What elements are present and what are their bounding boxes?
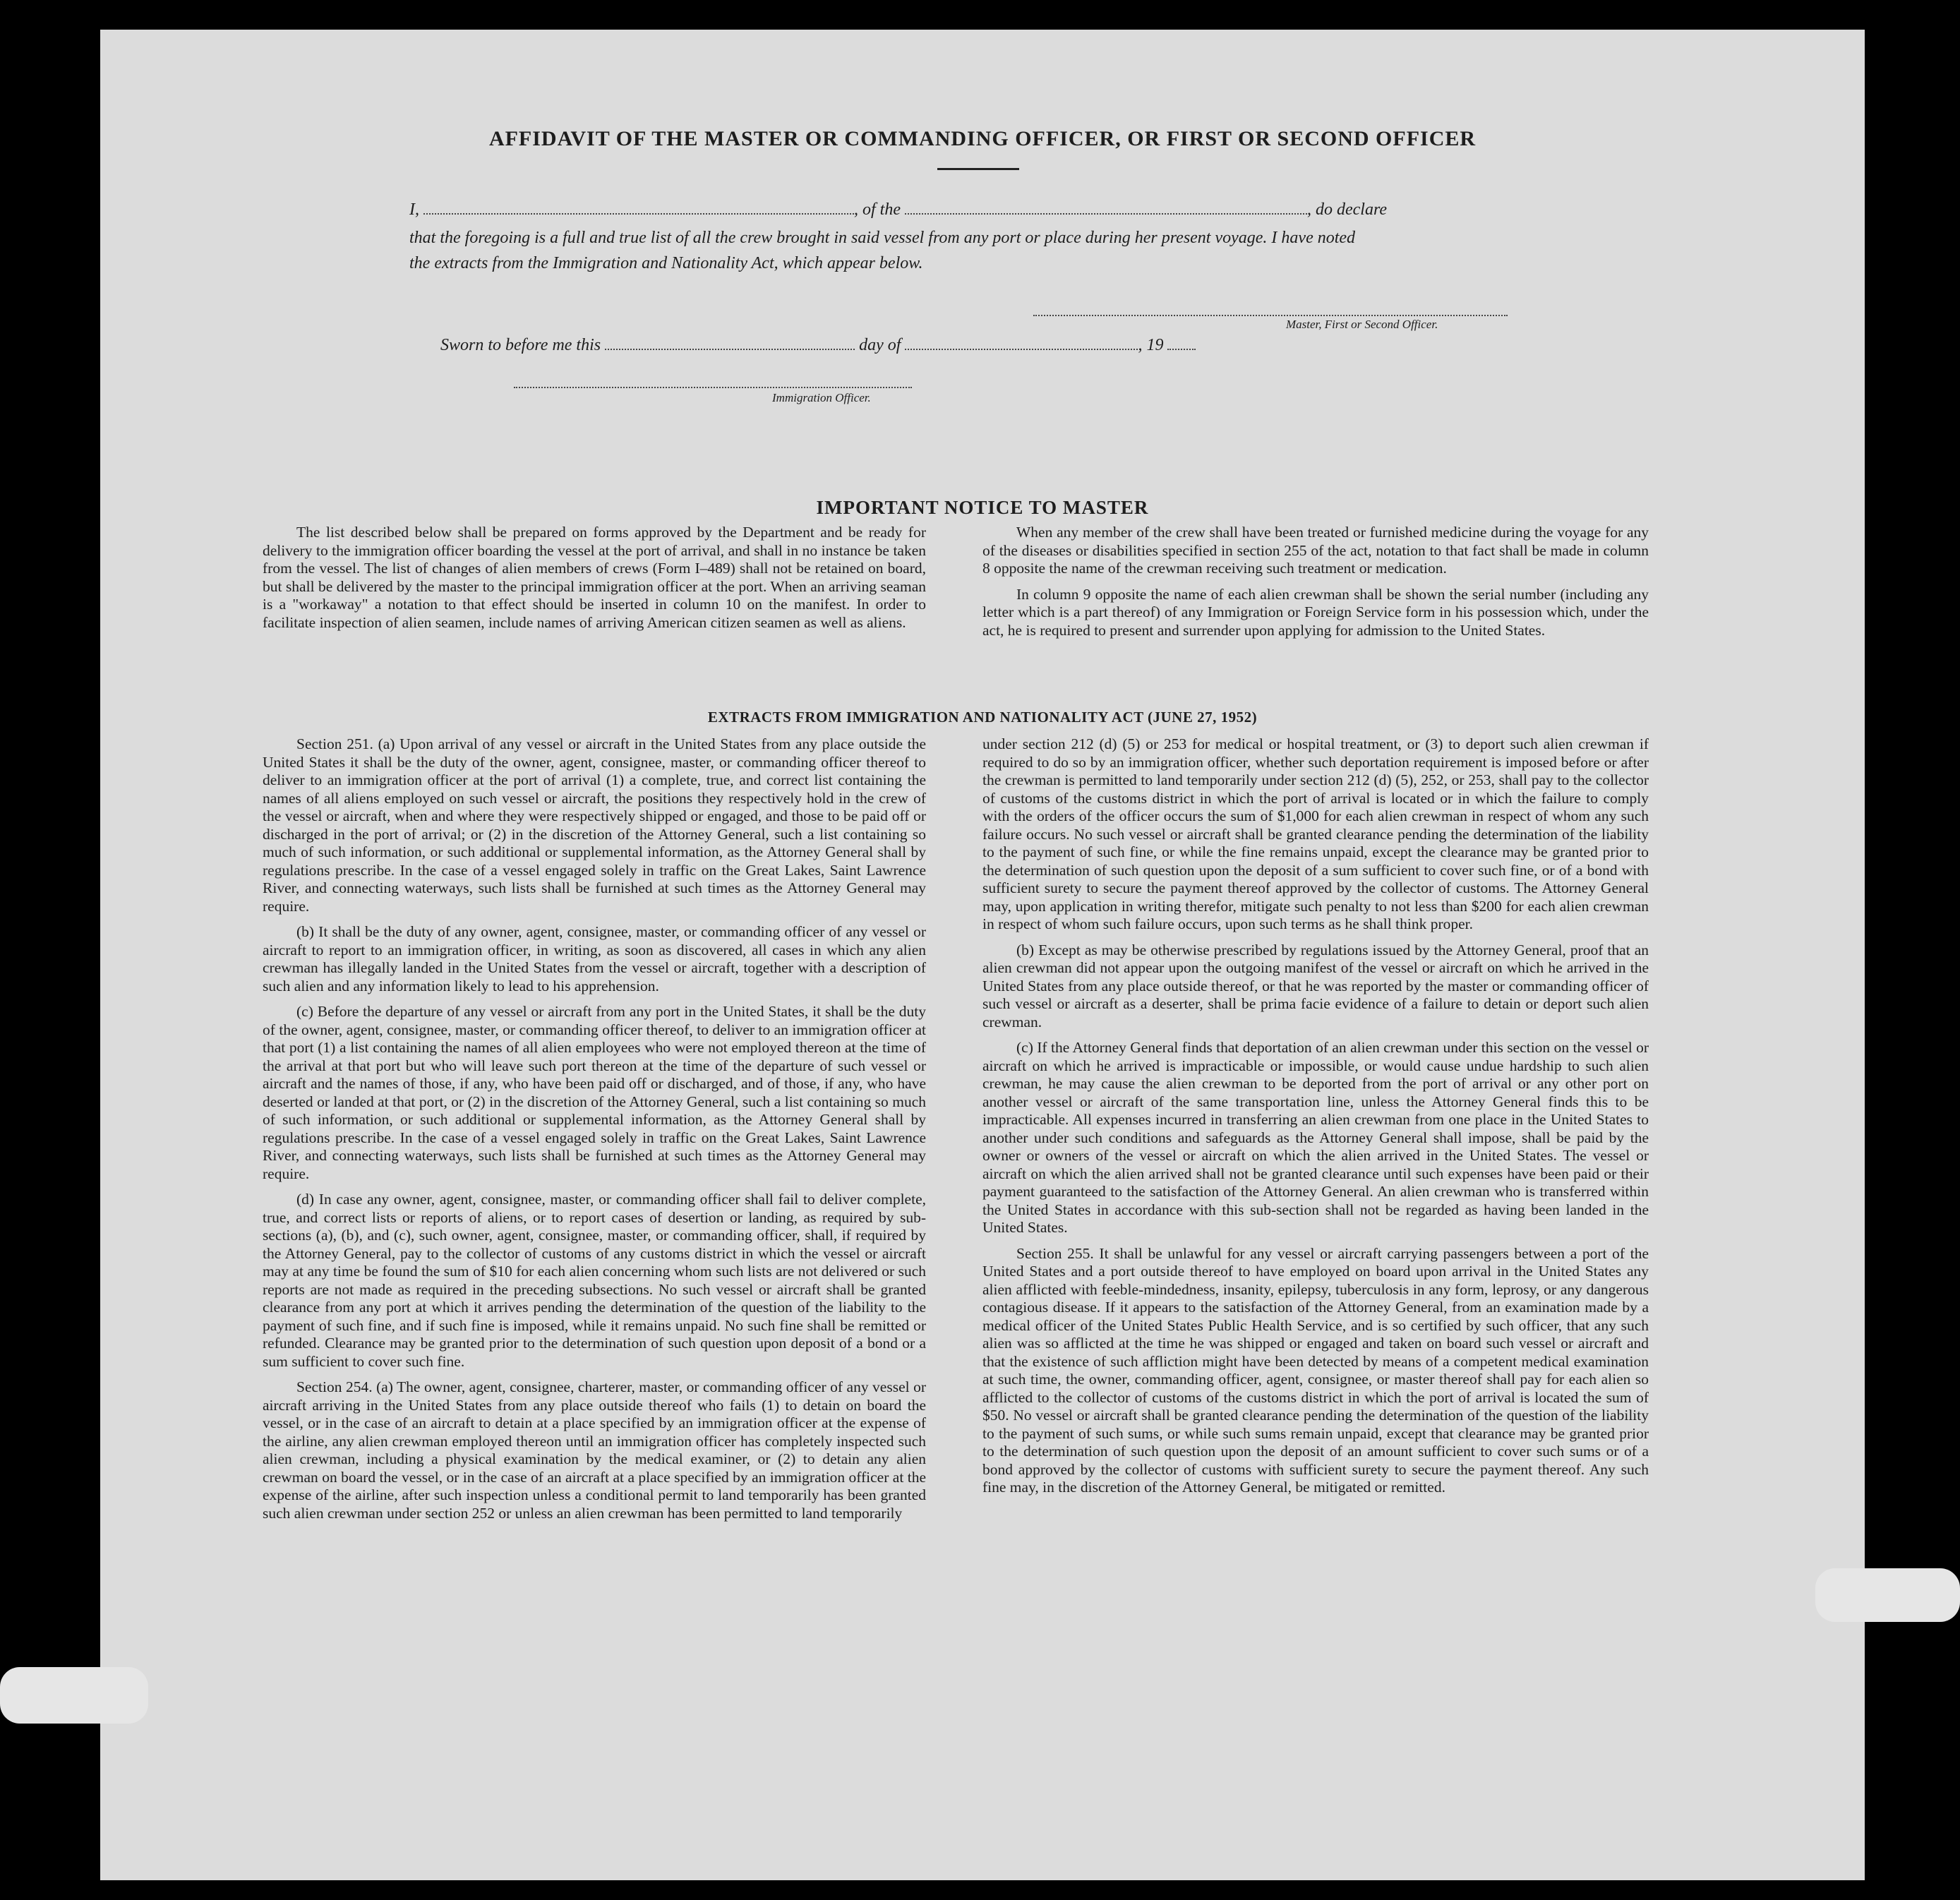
affidavit-title: AFFIDAVIT OF THE MASTER OR COMMANDING OFFICER, OR FIRST OR SECOND OFFICER [488,127,1477,150]
section-251-d: (d) In case any owner, agent, consignee, master, or commanding officer shall fail to deliver complete, true, and correct lists or reports of aliens, or to report cases of desertion or landing, as required by sub-sections (a), (b), and (c), such owner, agent, consignee, master, or commanding officer, shall, if required by the Attorney General, pay to the collector of customs of any customs district in which the vessel or aircraft may at any time be found the sum of $10 for each alien concerning whom such lists are not delivered or such reports are not made as required in the preceding subsections. No such vessel or aircraft shall be granted clearance from any port at which it arrives pending the determination of the question of the liability to the payment of such fine, and if such fine is imposed, while it remains unpaid. No such fine shall be remitted or refunded. Clearance may be granted prior to the determination of such question upon deposit of a bond or a sum sufficient to cover such fine. [263,1191,926,1370]
extracts-left-column [263,735,926,1530]
edge-tab [1815,1568,1960,1622]
of-the-label: , of the [854,200,901,219]
sworn-month-blank [905,339,1138,350]
pronoun-i: I, [409,200,419,219]
master-signature-line [1033,315,1508,316]
master-signature-label: Master, First or Second Officer. [1286,318,1438,331]
title-rule [937,168,1019,170]
vessel-blank [905,203,1307,215]
notice-left-column [263,524,926,639]
sworn-prefix: Sworn to before me this [440,336,601,354]
notice-right-paragraph-1: When any member of the crew shall have been treated or furnished medicine during the voyage for any of the diseases or disabilities specified in section 255 of the act, notation to that fact shall be made in column 8 opposite the name of the crewman receiving such treatment or medication. [982,524,1649,577]
section-254-b: (b) Except as may be otherwise prescribed by regulations issued by the Attorney General, proof that an alien crewman did not appear upon the outgoing manifest of the vessel or aircraft on which he arrived in the United States from any place outside thereof, or that he was reported by the master or commanding officer of such vessel or aircraft as a deserter, shall be prima facie evidence of a failure to detain or deport such alien crewman. [982,941,1649,1030]
sworn-year: , 19 [1138,336,1164,354]
extracts-title: EXTRACTS FROM IMMIGRATION AND NATIONALITY ACT (JUNE 27, 1952) [707,709,1258,726]
section-254-a: Section 254. (a) The owner, agent, consignee, charterer, master, or commanding officer of any vessel or aircraft arriving in the United States from any place outside thereof who fails (1) to detain on board the vessel, or in the case of an aircraft to detain at a place specified by an immigration officer at the expense of the airline, any alien crewman employed thereon until an immigration officer has completely inspected such alien crewman, including a physical examination by the medical examiner, or (2) to detain any alien crewman on board the vessel, or in the case of an aircraft at a place specified by an immigration officer at the expense of the airline, after such inspection unless a conditional permit to land temporarily has been granted such alien crewman under section 252 or unless an alien crewman has been permitted to land temporarily [263,1378,926,1522]
extracts-right-column [982,735,1649,1505]
sworn-day-of: day of [859,336,901,354]
section-251-b: (b) It shall be the duty of any owner, agent, consignee, master, or commanding officer of any vessel or aircraft to report to an immigration officer, in writing, as soon as discovered, all cases in which any alien crewman has illegally landed in the United States from the vessel or aircraft, together with a description of such alien and any information likely to lead to his apprehension. [263,923,926,994]
immigration-officer-signature-line [514,387,912,388]
sworn-line [440,336,1196,355]
immigration-officer-label: Immigration Officer. [772,391,871,404]
sworn-year-blank [1167,339,1196,350]
section-254-c: (c) If the Attorney General finds that deportation of an alien crewman under this section on the vessel or aircraft on which he arrived is impracticable or impossible, or would cause undue hardship to such alien crewman, he may cause the alien crewman to be deported from the port of arrival or any other port on another vessel or aircraft of the same transportation line, unless the Attorney General finds this to be impracticable. All expenses incurred in transferring an alien crewman from one place in the United States to another under such conditions and safeguards as the Attorney General shall impose, shall be paid by the owner or owners of the vessel or aircraft on which the alien arrived in the United States. The vessel or aircraft on which the alien arrived shall not be granted clearance until such expenses have been paid or their payment guaranteed to the satisfaction of the Attorney General. An alien crewman who is transferred within the United States in accordance with this sub-section shall not be regarded as having been landed in the United States. [982,1039,1649,1236]
section-251-c: (c) Before the departure of any vessel or aircraft from any port in the United States, it shall be the duty of the owner, agent, consignee, master, or commanding officer thereof, to deliver to an immigration officer at that port (1) a list containing the names of all alien employees who were not employed thereon at the time of the arrival at that port but who will leave such port thereon at the time of the departure of such vessel or aircraft and the names of those, if any, who have been paid off or discharged, and of those, if any, who have deserted or landed at that port, or (2) in the discretion of the Attorney General, such a list containing so much of such information, or such additional or supplemental information, as the Attorney General shall by regulations prescribe. In the case of a vessel engaged solely in traffic on the Great Lakes, Saint Lawrence River, and connecting waterways, such lists shall be furnished at such times as the Attorney General may require. [263,1003,926,1182]
document-page [100,30,1865,1880]
notice-left-paragraph: The list described below shall be prepared on forms approved by the Department and be ready for delivery to the immigration officer boarding the vessel at the port of arrival, and shall in no instance be taken from the vessel. The list of changes of alien members of crews (Form I–489) shall not be retained on board, but shall be delivered by the master to the principal immigration officer at the port. When an arriving seaman is a "workaway" a notation to that effect should be inserted in column 10 on the manifest. In order to facilitate inspection of alien seamen, include names of arriving American citizen seamen as well as aliens. [263,524,926,631]
name-blank [423,203,854,215]
section-251-a: Section 251. (a) Upon arrival of any vessel or aircraft in the United States from any place outside the United States it shall be the duty of the owner, agent, consignee, master, or commanding officer thereof to deliver to an immigration officer at the port of arrival (1) a complete, true, and correct list containing the names of all aliens employed on such vessel or aircraft, the positions they respectively hold in the crew of the vessel or aircraft, when and where they were respectively shipped or engaged, and those to be paid off or discharged in the port of arrival; or (2) in the discretion of the Attorney General, such a list containing so much of such information, or such additional or supplemental information, as the Attorney General shall by regulations prescribe. In the case of a vessel engaged solely in traffic on the Great Lakes, Saint Lawrence River, and connecting waterways, such lists shall be furnished at such times as the Attorney General may require. [263,735,926,915]
section-255: Section 255. It shall be unlawful for any vessel or aircraft carrying passengers between a port of the United States and a port outside thereof to have employed on board upon arrival in the United States any alien afflicted with feeble-mindedness, insanity, epilepsy, tuberculosis in any form, leprosy, or any dangerous contagious disease. If it appears to the satisfaction of the Attorney General, from an examination made by a medical officer of the United States Public Health Service, and is so certified by such officer, that any such alien was so afflicted at the time he was shipped or engaged and taken on board such vessel or aircraft and that the existence of such affliction might have been detected by means of a competent medical examination at such time, the owner, commanding officer, agent, consignee, or master thereof shall pay for each alien so afflicted to the collector of customs of the customs district in which the port of arrival is located the sum of $50. No vessel or aircraft shall be granted clearance pending the determination of the question of the liability to the payment of such sums, or while such sums remain unpaid, except that clearance may be granted prior to the determination of such question upon the deposit of an amount sufficient to cover such sums or of a bond approved by the collector of customs with sufficient surety to secure the payment thereof. Any such fine may, in the discretion of the Attorney General, be mitigated or remitted. [982,1244,1649,1496]
notice-right-paragraph-2: In column 9 opposite the name of each alien crewman shall be shown the serial number (including any letter which is a part thereof) of any Immigration or Foreign Service form in his possession which, under the act, he is required to present and surrender upon applying for admission to the United States. [982,585,1649,639]
affidavit-line-2: that the foregoing is a full and true list of all the crew brought in said vessel from any port or place during her present voyage. I have noted [409,229,1356,247]
notice-title: IMPORTANT NOTICE TO MASTER [816,497,1149,518]
notice-right-column [982,524,1649,647]
section-254-a-continued: under section 212 (d) (5) or 253 for medical or hospital treatment, or (3) to deport such alien crewman if required to do so by an immigration officer, whether such deportation requirement is imposed before or after the crewman is permitted to land temporarily under section 212 (d) (5), 252, or 253, shall pay to the collector of customs of the customs district in which the port of arrival is located or in which the failure to comply with the orders of the officer occurs the sum of $1,000 for each alien crewman in respect of whom any such failure occurs. No such vessel or aircraft shall be granted clearance pending the determination of the liability to the payment of such fine, or while the fine remains unpaid, except the clearance may be granted prior to the determination of such question upon the deposit of a sum sufficient to cover such fine, or of a bond with sufficient surety to secure the payment thereof approved by the collector of customs. The Attorney General may, upon application in writing therefor, mitigate such penalty to not less than $200 for each alien crewman in respect of whom such failure occurs, upon such terms as he shall think proper. [982,735,1649,932]
do-declare-label: , do declare [1307,200,1388,219]
affidavit-line-1 [409,200,1387,220]
affidavit-line-3: the extracts from the Immigration and Nationality Act, which appear below. [409,254,923,272]
edge-tab [0,1667,148,1724]
sworn-day-blank [605,339,855,350]
